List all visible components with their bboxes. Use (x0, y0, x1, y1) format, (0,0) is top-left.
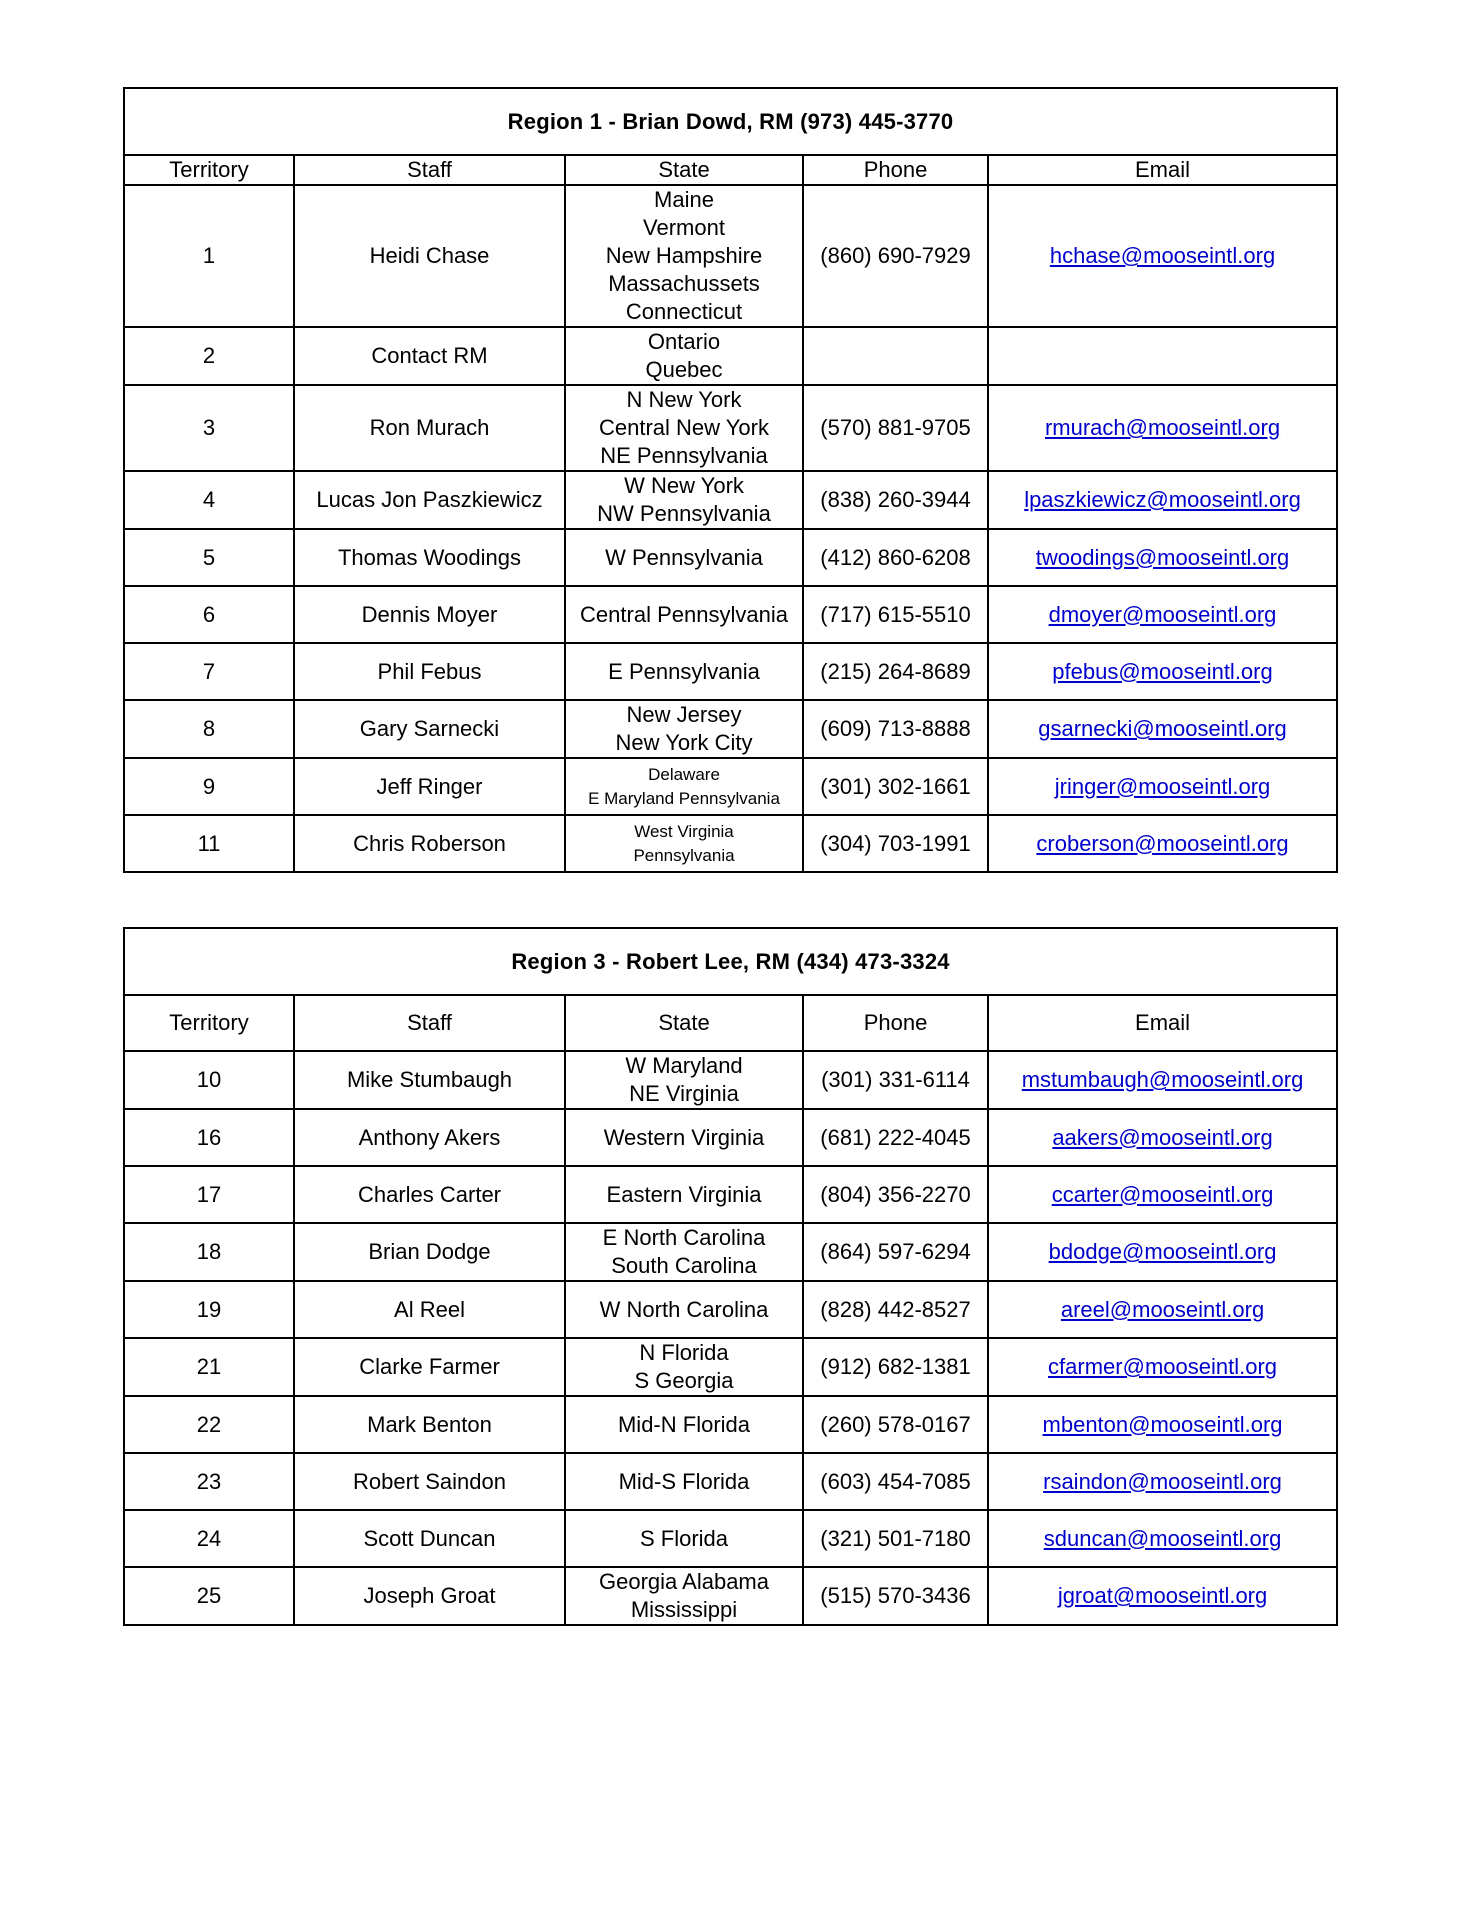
phone-cell: (838) 260-3944 (803, 471, 988, 529)
state-cell (565, 1109, 803, 1166)
phone-cell: (412) 860-6208 (803, 529, 988, 586)
email-cell (988, 529, 1337, 586)
staff-cell: Brian Dodge (294, 1223, 565, 1281)
state-name: W Maryland (625, 1053, 743, 1078)
territory-cell: 24 (124, 1510, 294, 1567)
territory-cell: 5 (124, 529, 294, 586)
email-link[interactable]: jringer@mooseintl.org (1054, 773, 1271, 799)
territory-cell: 2 (124, 327, 294, 385)
territory-cell: 4 (124, 471, 294, 529)
column-header-state: State (565, 155, 803, 185)
state-name: N Florida (639, 1340, 729, 1365)
staff-cell: Contact RM (294, 327, 565, 385)
email-cell (988, 1281, 1337, 1338)
email-cell (988, 471, 1337, 529)
table-row (124, 1510, 1337, 1567)
state-name: W North Carolina (599, 1296, 769, 1322)
region-title: Region 3 - Robert Lee, RM (434) 473-3324 (124, 928, 1337, 995)
email-link[interactable]: mbenton@mooseintl.org (1042, 1411, 1283, 1437)
state-cell (565, 385, 803, 471)
territory-cell: 17 (124, 1166, 294, 1223)
email-cell (988, 185, 1337, 327)
phone-cell: (609) 713-8888 (803, 700, 988, 758)
table-row (124, 471, 1337, 529)
state-name: W Pennsylvania (605, 544, 763, 570)
table-row (124, 1223, 1337, 1281)
state-name: Central Pennsylvania (580, 601, 788, 627)
state-name: Mississippi (630, 1597, 738, 1622)
email-link[interactable]: pfebus@mooseintl.org (1052, 658, 1273, 684)
state-cell (565, 586, 803, 643)
state-cell (565, 1396, 803, 1453)
staff-cell: Heidi Chase (294, 185, 565, 327)
territory-cell: 19 (124, 1281, 294, 1338)
email-link[interactable]: croberson@mooseintl.org (1036, 830, 1289, 856)
territory-cell: 16 (124, 1109, 294, 1166)
email-link[interactable]: dmoyer@mooseintl.org (1048, 601, 1277, 627)
table-row (124, 185, 1337, 327)
email-link[interactable]: lpaszkiewicz@mooseintl.org (1024, 487, 1301, 512)
email-link[interactable]: hchase@mooseintl.org (1049, 243, 1276, 268)
region-title: Region 1 - Brian Dowd, RM (973) 445-3770 (124, 88, 1337, 155)
state-cell (565, 1567, 803, 1625)
email-link[interactable]: ccarter@mooseintl.org (1051, 1181, 1274, 1207)
staff-cell: Dennis Moyer (294, 586, 565, 643)
phone-cell: (860) 690-7929 (803, 185, 988, 327)
email-cell (988, 1567, 1337, 1625)
table-row (124, 643, 1337, 700)
state-name: New York City (615, 730, 753, 755)
staff-cell: Clarke Farmer (294, 1338, 565, 1396)
table-row (124, 1453, 1337, 1510)
state-name: Georgia Alabama (599, 1569, 769, 1594)
phone-cell: (304) 703-1991 (803, 815, 988, 872)
state-name: Mid-N Florida (617, 1411, 751, 1437)
email-cell (988, 1109, 1337, 1166)
email-link[interactable]: twoodings@mooseintl.org (1035, 544, 1290, 570)
state-cell (565, 471, 803, 529)
email-cell (988, 815, 1337, 872)
phone-cell (803, 327, 988, 385)
table-row (124, 758, 1337, 815)
phone-cell: (717) 615-5510 (803, 586, 988, 643)
territory-cell: 21 (124, 1338, 294, 1396)
email-cell (988, 1453, 1337, 1510)
phone-cell: (912) 682-1381 (803, 1338, 988, 1396)
column-header-territory: Territory (124, 155, 294, 185)
email-link[interactable]: areel@mooseintl.org (1060, 1296, 1265, 1322)
staff-cell: Joseph Groat (294, 1567, 565, 1625)
email-cell (988, 586, 1337, 643)
phone-cell: (321) 501-7180 (803, 1510, 988, 1567)
state-name: Connecticut (625, 299, 743, 324)
territory-cell: 23 (124, 1453, 294, 1510)
table-row (124, 1338, 1337, 1396)
state-cell (565, 1453, 803, 1510)
state-name: Massachussets (608, 271, 760, 296)
email-link[interactable]: cfarmer@mooseintl.org (1048, 1354, 1278, 1379)
phone-cell: (260) 578-0167 (803, 1396, 988, 1453)
state-name: E Maryland Pennsylvania (588, 788, 780, 808)
table-row (124, 385, 1337, 471)
table-row (124, 1166, 1337, 1223)
state-cell (565, 1338, 803, 1396)
territory-cell: 11 (124, 815, 294, 872)
staff-cell: Ron Murach (294, 385, 565, 471)
phone-cell: (864) 597-6294 (803, 1223, 988, 1281)
state-name: Mid-S Florida (618, 1468, 750, 1494)
staff-cell: Gary Sarnecki (294, 700, 565, 758)
staff-cell: Charles Carter (294, 1166, 565, 1223)
state-cell (565, 529, 803, 586)
column-header-staff: Staff (294, 155, 565, 185)
phone-cell: (570) 881-9705 (803, 385, 988, 471)
email-link[interactable]: aakers@mooseintl.org (1052, 1124, 1273, 1150)
staff-cell: Scott Duncan (294, 1510, 565, 1567)
phone-cell: (215) 264-8689 (803, 643, 988, 700)
column-header-staff: Staff (294, 995, 565, 1051)
phone-cell: (828) 442-8527 (803, 1281, 988, 1338)
state-name: NW Pennsylvania (597, 501, 771, 526)
state-name: Ontario (647, 329, 721, 354)
territory-cell: 10 (124, 1051, 294, 1109)
table-row (124, 1396, 1337, 1453)
column-header-phone: Phone (803, 995, 988, 1051)
state-name: S Florida (639, 1525, 729, 1551)
state-name: E North Carolina (602, 1225, 766, 1250)
staff-cell: Phil Febus (294, 643, 565, 700)
state-name: Vermont (643, 215, 725, 240)
column-header-phone: Phone (803, 155, 988, 185)
state-cell (565, 758, 803, 815)
staff-cell: Jeff Ringer (294, 758, 565, 815)
column-header-email: Email (988, 155, 1337, 185)
state-cell (565, 1223, 803, 1281)
state-name: Eastern Virginia (606, 1181, 762, 1207)
territory-cell: 6 (124, 586, 294, 643)
table-row (124, 586, 1337, 643)
state-cell (565, 1166, 803, 1223)
phone-cell: (301) 302-1661 (803, 758, 988, 815)
state-name: Maine (654, 187, 714, 212)
territory-cell: 9 (124, 758, 294, 815)
territory-cell: 22 (124, 1396, 294, 1453)
email-cell (988, 1166, 1337, 1223)
region-1-table (123, 87, 1338, 873)
table-row (124, 327, 1337, 385)
table-row (124, 1051, 1337, 1109)
state-cell (565, 327, 803, 385)
territory-cell: 1 (124, 185, 294, 327)
state-name: Central New York (599, 415, 769, 440)
staff-cell: Robert Saindon (294, 1453, 565, 1510)
email-link[interactable]: bdodge@mooseintl.org (1048, 1239, 1277, 1264)
territory-cell: 18 (124, 1223, 294, 1281)
table-row (124, 1109, 1337, 1166)
email-cell (988, 1051, 1337, 1109)
email-cell (988, 385, 1337, 471)
state-name: South Carolina (611, 1253, 757, 1278)
state-name: NE Virginia (629, 1081, 739, 1106)
email-cell (988, 700, 1337, 758)
staff-cell: Lucas Jon Paszkiewicz (294, 471, 565, 529)
region-3-table (123, 927, 1338, 1626)
email-link[interactable]: rsaindon@mooseintl.org (1043, 1468, 1282, 1494)
state-name: W New York (624, 473, 744, 498)
state-cell (565, 815, 803, 872)
state-name: NE Pennsylvania (600, 443, 768, 468)
table-row (124, 700, 1337, 758)
state-name: Quebec (645, 357, 723, 382)
territory-cell: 8 (124, 700, 294, 758)
state-cell (565, 1510, 803, 1567)
staff-cell: Al Reel (294, 1281, 565, 1338)
staff-cell: Thomas Woodings (294, 529, 565, 586)
phone-cell: (681) 222-4045 (803, 1109, 988, 1166)
column-header-email: Email (988, 995, 1337, 1051)
email-cell (988, 758, 1337, 815)
table-row (124, 529, 1337, 586)
state-cell (565, 185, 803, 327)
table-row (124, 815, 1337, 872)
phone-cell: (515) 570-3436 (803, 1567, 988, 1625)
territory-cell: 3 (124, 385, 294, 471)
table-row (124, 1567, 1337, 1625)
state-name: Delaware (648, 764, 720, 784)
email-cell (988, 1510, 1337, 1567)
email-link[interactable]: gsarnecki@mooseintl.org (1038, 716, 1287, 741)
state-name: Pennsylvania (633, 845, 735, 865)
email-link[interactable]: rmurach@mooseintl.org (1044, 415, 1281, 440)
state-name: E Pennsylvania (608, 658, 760, 684)
column-header-territory: Territory (124, 995, 294, 1051)
staff-cell: Anthony Akers (294, 1109, 565, 1166)
staff-cell: Mark Benton (294, 1396, 565, 1453)
state-name: N New York (626, 387, 742, 412)
email-cell (988, 1223, 1337, 1281)
email-link[interactable]: sduncan@mooseintl.org (1043, 1525, 1282, 1551)
state-cell (565, 700, 803, 758)
staff-cell: Mike Stumbaugh (294, 1051, 565, 1109)
territory-cell: 25 (124, 1567, 294, 1625)
phone-cell: (804) 356-2270 (803, 1166, 988, 1223)
phone-cell: (603) 454-7085 (803, 1453, 988, 1510)
column-header-state: State (565, 995, 803, 1051)
state-cell (565, 1051, 803, 1109)
state-name: S Georgia (634, 1368, 734, 1393)
table-row (124, 1281, 1337, 1338)
state-name: West Virginia (634, 821, 734, 841)
state-name: New Jersey (626, 702, 742, 727)
staff-cell: Chris Roberson (294, 815, 565, 872)
state-name: Western Virginia (603, 1124, 765, 1150)
email-link[interactable]: jgroat@mooseintl.org (1057, 1583, 1268, 1608)
state-cell (565, 1281, 803, 1338)
email-cell (988, 1338, 1337, 1396)
territory-cell: 7 (124, 643, 294, 700)
email-cell (988, 327, 1337, 385)
state-cell (565, 643, 803, 700)
state-name: New Hampshire (605, 243, 763, 268)
email-cell (988, 643, 1337, 700)
email-cell (988, 1396, 1337, 1453)
phone-cell: (301) 331-6114 (803, 1051, 988, 1109)
email-link[interactable]: mstumbaugh@mooseintl.org (1021, 1067, 1304, 1092)
